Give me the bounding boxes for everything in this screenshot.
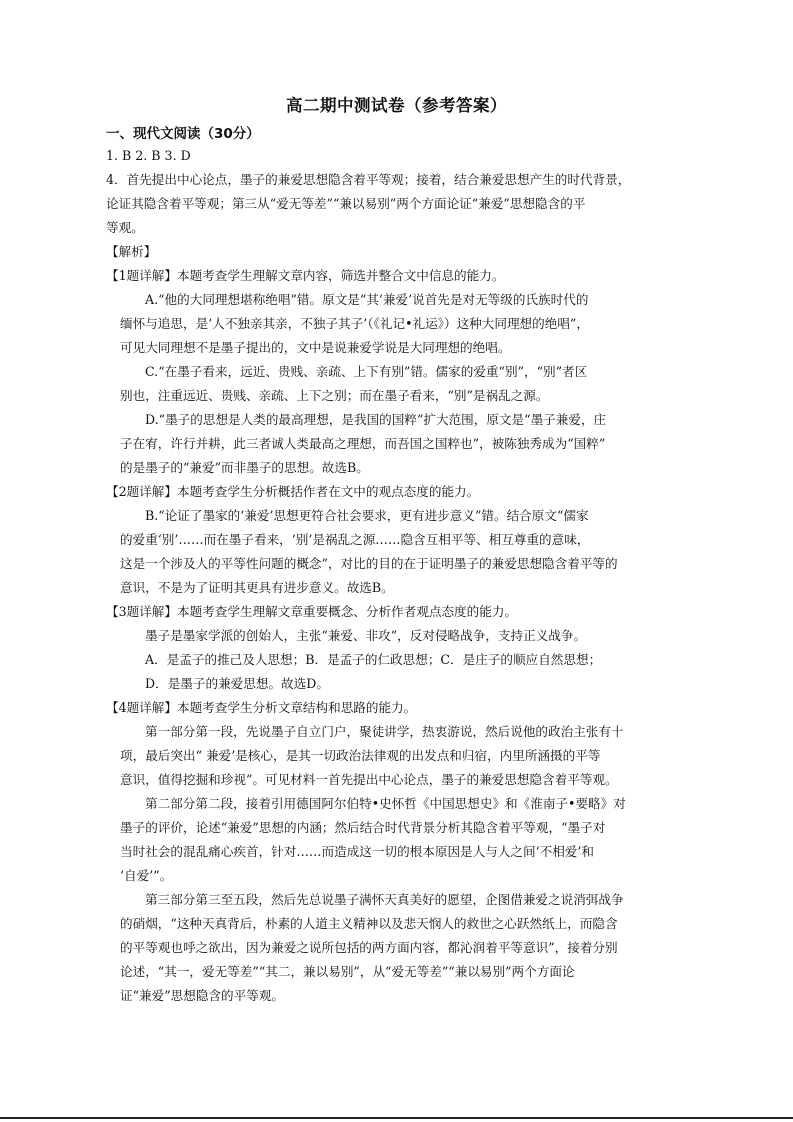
q3-text: A．是孟子的推己及人思想；B．是孟子的仁政思想；C．是庄子的顺应自然思想； [145, 652, 602, 667]
q1-option-a: 可见大同理想不是墨子提出的，文中是说兼爱学说是大同理想的绝唱。 [120, 340, 511, 355]
q4-part1: 意识，值得挖掘和珍视”。可见材料一首先提出中心论点，墨子的兼爱思想隐含着平等观。 [120, 772, 618, 787]
q4-part3: 论述，“其一，爱无等差”“其二，兼以易别”，从“爱无等差”“兼以易别”两个方面论 [120, 964, 575, 979]
q1-option-c: 别也，注重远近、贵贱、亲疏、上下之别；而在墨子看来，“别”是祸乱之源。 [120, 388, 549, 403]
q1-option-a: 缅怀与追思，是‘人不独亲其亲，不独子其子’（《礼记•礼运》）这种大同理想的绝唱”， [120, 316, 589, 331]
answers-1-3: 1. B 2. B 3. D [106, 148, 191, 163]
q2-option-b: B.“论证了墨家的‘兼爱’思想更符合社会要求，更有进步意义”错。结合原文“儒家 [145, 508, 589, 523]
q3-text: D．是墨子的兼爱思想。故选D。 [145, 676, 329, 691]
answer-4-line: 论证其隐含着平等观；第三从“爱无等差”“兼以易别”两个方面论证“兼爱”思想隐含的平 [106, 196, 586, 211]
q1-heading: 【1题详解】本题考查学生理解文章内容，筛选并整合文中信息的能力。 [106, 268, 505, 283]
page-bottom-rule [0, 1117, 793, 1119]
q1-option-d: 的是墨子的“兼爱”而非墨子的思想。故选B。 [120, 460, 369, 475]
section-heading: 一、现代文阅读（30分） [106, 126, 260, 142]
q4-part1: 第一部分第一段，先说墨子自立门户，聚徒讲学，热衷游说，然后说他的政治主张有十 [145, 724, 624, 739]
q4-heading: 【4题详解】本题考查学生分析文章结构和思路的能力。 [106, 700, 417, 715]
q2-option-b: 的爱重‘别’……而在墨子看来，‘别’是祸乱之源……隐含互相平等、相互尊重的意味， [120, 532, 590, 547]
q3-text: 墨子是墨家学派的创始人，主张“兼爱、非攻”，反对侵略战争，支持正义战争。 [145, 628, 587, 643]
answer-4-line: 等观。 [106, 220, 144, 235]
q1-option-d: 子在宥，许行并耕，此三者诚人类最高之理想，而吾国之国粹也”，被陈独秀成为“国粹” [120, 436, 606, 451]
q4-part2: 第二部分第二段，接着引用德国阿尔伯特•史怀哲《中国思想史》和《淮南子•要略》对 [145, 796, 626, 811]
q4-part3: 第三部分第三至五段，然后先总说墨子满怀天真美好的愿望，企图借兼爱之说消弭战争 [145, 892, 624, 907]
q1-option-a: A.“他的大同理想堪称绝唱”错。原文是“其‘兼爱’说首先是对无等级的氏族时代的 [145, 292, 589, 307]
q4-part3: 的硝烟，“这种天真背后，朴素的人道主义精神以及悲天悯人的救世之心跃然纸上，而隐含 [120, 916, 618, 931]
q2-heading: 【2题详解】本题考查学生分析概括作者在文中的观点态度的能力。 [106, 484, 480, 499]
q1-option-c: C.“在墨子看来，远近、贵贱、亲疏、上下有别”错。儒家的爱重“别”，“别”者区 [145, 364, 588, 379]
q2-option-b: 意识，不是为了证明其更具有进步意义。故选B。 [120, 580, 394, 595]
answer-4-line: 4．首先提出中心论点，墨子的兼爱思想隐含着平等观；接着，结合兼爱思想产生的时代背景， [106, 172, 631, 187]
q4-part3: 证“兼爱”思想隐含的平等观。 [120, 988, 285, 1003]
q4-part2: 当时社会的混乱痛心疾首，针对……而造成这一切的根本原因是人与人之间‘不相爱’和 [120, 844, 594, 859]
q4-part2: ‘自爱’”。 [120, 868, 173, 883]
q4-part1: 项，最后突出“ 兼爱’是核心，是其一切政治法律观的出发点和归宿，内里所涵摄的平等 [120, 748, 601, 763]
analysis-label: 【解析】 [106, 244, 157, 259]
q1-option-d: D.“墨子的思想是人类的最高理想，是我国的国粹”扩大范围，原文是“墨子兼爱，庄 [145, 412, 607, 427]
page-title: 高二期中测试卷（参考答案） [286, 96, 507, 115]
q3-heading: 【3题详解】本题考查学生理解文章重要概念、分析作者观点态度的能力。 [106, 604, 518, 619]
q2-option-b: 这是一个涉及人的平等性问题的概念”，对比的目的在于证明墨子的兼爱思想隐含着平等的 [120, 556, 618, 571]
q4-part3: 的平等观也呼之欲出，因为兼爱之说所包括的两方面内容，都沁润着平等意识”，接着分别 [120, 940, 618, 955]
q4-part2: 墨子的评价，论述“兼爱”思想的内涵；然后结合时代背景分析其隐含着平等观，“墨子对 [120, 820, 606, 835]
